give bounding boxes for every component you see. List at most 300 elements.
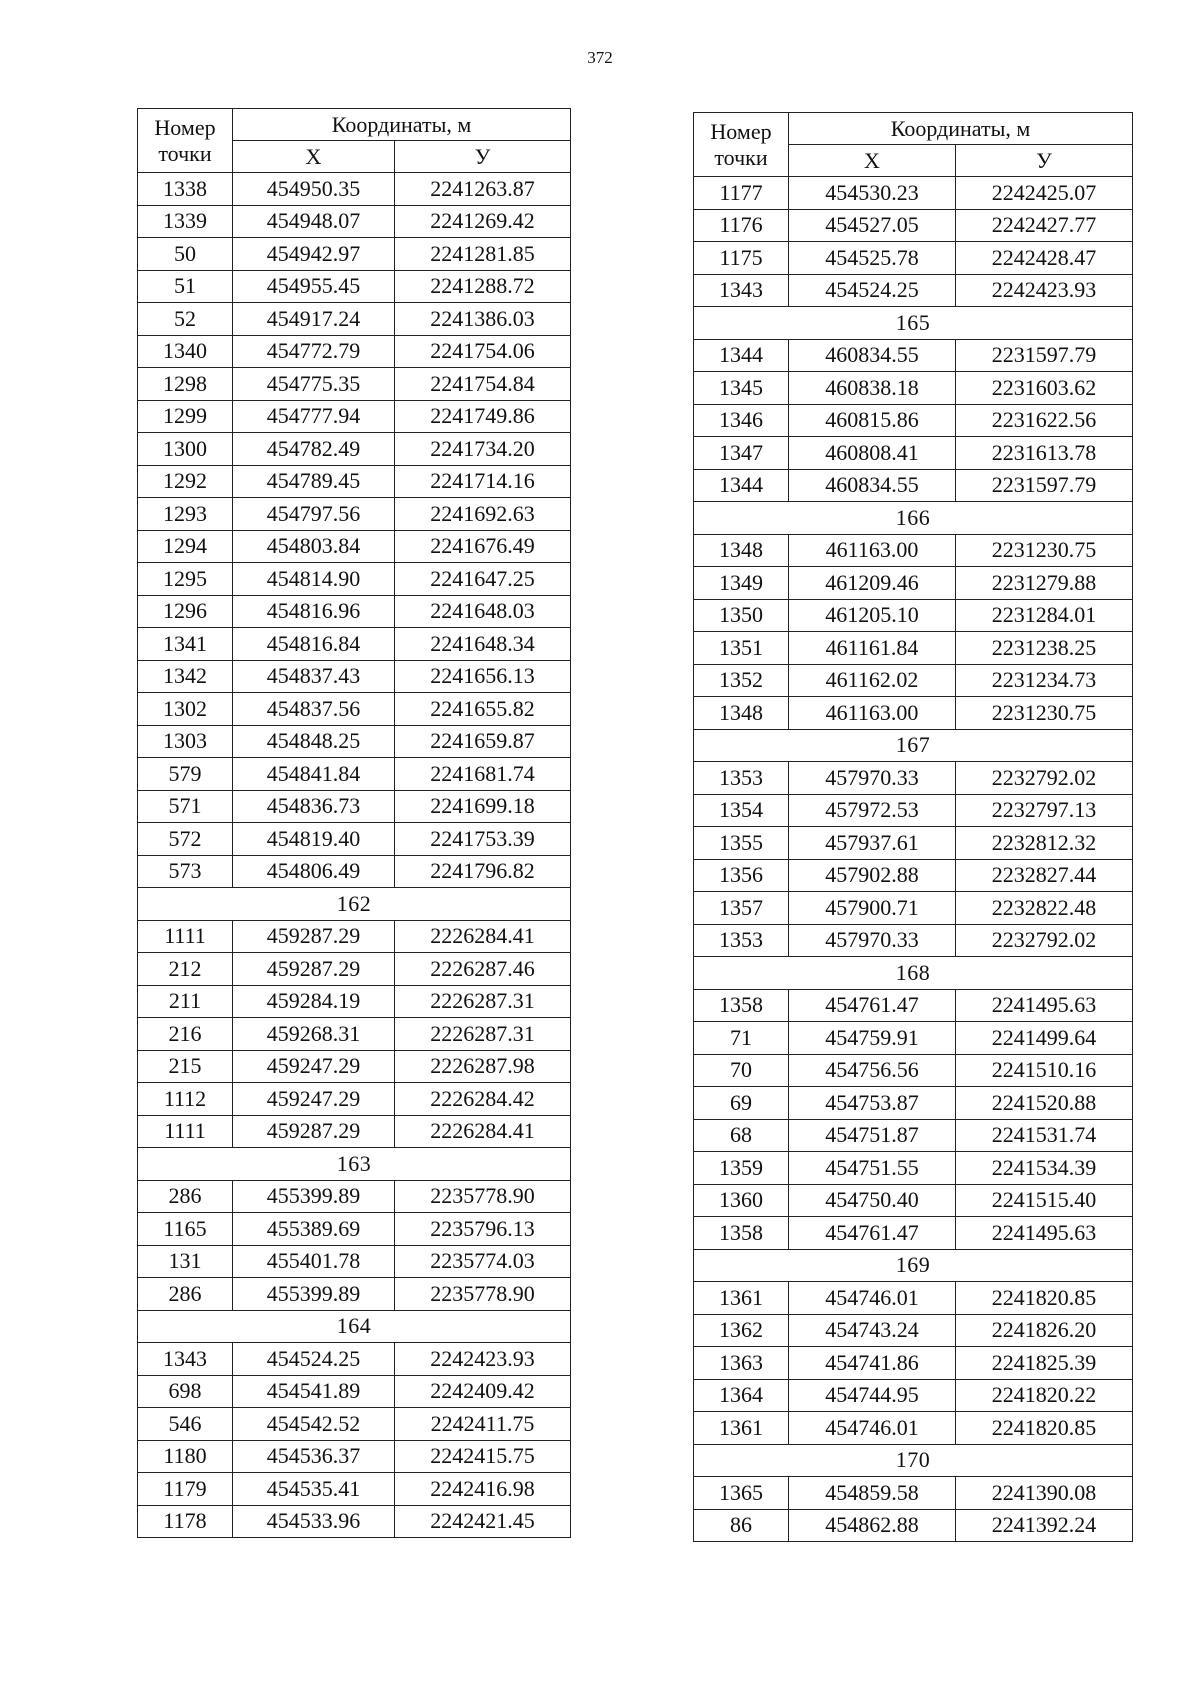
coordinates-table-right xyxy=(693,112,1133,1542)
y-coordinate-cell: 2241495.63 xyxy=(956,1217,1133,1250)
point-number-cell: 1296 xyxy=(138,595,233,628)
x-coordinate-cell: 454541.89 xyxy=(233,1375,395,1408)
x-coordinate-cell: 454533.96 xyxy=(233,1505,395,1538)
point-number-cell: 131 xyxy=(138,1245,233,1278)
y-coordinate-cell: 2241499.64 xyxy=(956,1022,1133,1055)
y-coordinate-cell: 2241656.13 xyxy=(395,660,571,693)
x-coordinate-cell: 454836.73 xyxy=(233,790,395,823)
point-number-cell: 70 xyxy=(694,1054,789,1087)
y-coordinate-cell: 2226287.98 xyxy=(395,1050,571,1083)
point-number-cell: 1342 xyxy=(138,660,233,693)
x-coordinate-cell: 457937.61 xyxy=(789,827,956,860)
x-coordinate-cell: 454750.40 xyxy=(789,1184,956,1217)
y-coordinate-cell: 2241681.74 xyxy=(395,758,571,791)
table-row xyxy=(138,1375,571,1408)
point-number-cell: 1348 xyxy=(694,697,789,730)
y-coordinate-cell: 2231613.78 xyxy=(956,437,1133,470)
table-row xyxy=(138,1213,571,1246)
point-number-cell: 1355 xyxy=(694,827,789,860)
y-coordinate-cell: 2232797.13 xyxy=(956,794,1133,827)
y-coordinate-cell: 2241820.22 xyxy=(956,1379,1133,1412)
x-coordinate-cell: 459284.19 xyxy=(233,985,395,1018)
y-coordinate-cell: 2241796.82 xyxy=(395,855,571,888)
point-number-cell: 1111 xyxy=(138,920,233,953)
point-number-cell: 211 xyxy=(138,985,233,1018)
x-coordinate-cell: 461163.00 xyxy=(789,697,956,730)
y-coordinate-cell: 2232812.32 xyxy=(956,827,1133,860)
x-coordinate-cell: 457902.88 xyxy=(789,859,956,892)
table-row xyxy=(138,660,571,693)
section-number: 168 xyxy=(694,957,1133,990)
table-row xyxy=(138,1505,571,1538)
y-coordinate-cell: 2235778.90 xyxy=(395,1278,571,1311)
table-row xyxy=(138,270,571,303)
section-number: 169 xyxy=(694,1249,1133,1282)
table-row xyxy=(694,794,1133,827)
table-row xyxy=(138,400,571,433)
point-number-cell: 579 xyxy=(138,758,233,791)
x-coordinate-cell: 454751.55 xyxy=(789,1152,956,1185)
x-coordinate-cell: 454741.86 xyxy=(789,1347,956,1380)
table-row xyxy=(138,1050,571,1083)
x-coordinate-cell: 454948.07 xyxy=(233,205,395,238)
y-column-header: У xyxy=(956,145,1133,177)
x-coordinate-cell: 460815.86 xyxy=(789,404,956,437)
table-row xyxy=(694,1022,1133,1055)
table-row xyxy=(138,368,571,401)
x-coordinate-cell: 459268.31 xyxy=(233,1018,395,1051)
table-row xyxy=(694,697,1133,730)
x-coordinate-cell: 461162.02 xyxy=(789,664,956,697)
x-coordinate-cell: 454761.47 xyxy=(789,1217,956,1250)
x-coordinate-cell: 454525.78 xyxy=(789,242,956,275)
y-coordinate-cell: 2242415.75 xyxy=(395,1440,571,1473)
point-number-cell: 1112 xyxy=(138,1083,233,1116)
table-row xyxy=(138,855,571,888)
y-coordinate-cell: 2241754.06 xyxy=(395,335,571,368)
section-row xyxy=(694,729,1133,762)
point-number-cell: 1353 xyxy=(694,762,789,795)
x-coordinate-cell: 454777.94 xyxy=(233,400,395,433)
y-coordinate-cell: 2242409.42 xyxy=(395,1375,571,1408)
table-row xyxy=(138,303,571,336)
x-coordinate-cell: 454527.05 xyxy=(789,209,956,242)
table-row xyxy=(138,1245,571,1278)
point-number-cell: 216 xyxy=(138,1018,233,1051)
x-coordinate-cell: 454761.47 xyxy=(789,989,956,1022)
point-number-header: Номер точки xyxy=(138,109,233,173)
coordinates-header: Координаты, м xyxy=(789,113,1133,145)
section-number: 163 xyxy=(138,1148,571,1181)
y-coordinate-cell: 2226284.42 xyxy=(395,1083,571,1116)
point-number-cell: 698 xyxy=(138,1375,233,1408)
point-number-cell: 572 xyxy=(138,823,233,856)
y-coordinate-cell: 2241753.39 xyxy=(395,823,571,856)
y-coordinate-cell: 2242411.75 xyxy=(395,1408,571,1441)
y-coordinate-cell: 2235796.13 xyxy=(395,1213,571,1246)
table-row xyxy=(694,339,1133,372)
x-coordinate-cell: 461163.00 xyxy=(789,534,956,567)
x-coordinate-cell: 457900.71 xyxy=(789,892,956,925)
point-number-cell: 573 xyxy=(138,855,233,888)
x-coordinate-cell: 461205.10 xyxy=(789,599,956,632)
y-coordinate-cell: 2241390.08 xyxy=(956,1477,1133,1510)
y-coordinate-cell: 2241820.85 xyxy=(956,1412,1133,1445)
point-number-cell: 1365 xyxy=(694,1477,789,1510)
point-number-cell: 286 xyxy=(138,1180,233,1213)
point-number-cell: 1343 xyxy=(694,274,789,307)
point-number-cell: 1293 xyxy=(138,498,233,531)
y-coordinate-cell: 2241714.16 xyxy=(395,465,571,498)
table-row xyxy=(694,1347,1133,1380)
y-coordinate-cell: 2241655.82 xyxy=(395,693,571,726)
table-row xyxy=(138,1278,571,1311)
y-coordinate-cell: 2235774.03 xyxy=(395,1245,571,1278)
y-coordinate-cell: 2231279.88 xyxy=(956,567,1133,600)
point-number-cell: 212 xyxy=(138,953,233,986)
point-number-cell: 1354 xyxy=(694,794,789,827)
table-row xyxy=(138,920,571,953)
x-coordinate-cell: 454955.45 xyxy=(233,270,395,303)
y-coordinate-cell: 2231284.01 xyxy=(956,599,1133,632)
x-column-header: X xyxy=(233,141,395,173)
table-row xyxy=(694,1184,1133,1217)
x-coordinate-cell: 454782.49 xyxy=(233,433,395,466)
x-coordinate-cell: 460808.41 xyxy=(789,437,956,470)
y-coordinate-cell: 2241495.63 xyxy=(956,989,1133,1022)
point-number-cell: 1361 xyxy=(694,1412,789,1445)
y-coordinate-cell: 2241510.16 xyxy=(956,1054,1133,1087)
y-coordinate-cell: 2241520.88 xyxy=(956,1087,1133,1120)
point-number-cell: 1341 xyxy=(138,628,233,661)
coordinates-table-left xyxy=(137,108,571,1538)
y-coordinate-cell: 2231234.73 xyxy=(956,664,1133,697)
y-coordinate-cell: 2241647.25 xyxy=(395,563,571,596)
x-coordinate-cell: 459247.29 xyxy=(233,1050,395,1083)
x-coordinate-cell: 454744.95 xyxy=(789,1379,956,1412)
y-coordinate-cell: 2241288.72 xyxy=(395,270,571,303)
table-row xyxy=(694,1477,1133,1510)
x-coordinate-cell: 457970.33 xyxy=(789,762,956,795)
section-row xyxy=(138,1148,571,1181)
point-number-cell: 1343 xyxy=(138,1343,233,1376)
y-coordinate-cell: 2231597.79 xyxy=(956,339,1133,372)
x-coordinate-cell: 454751.87 xyxy=(789,1119,956,1152)
point-number-cell: 1357 xyxy=(694,892,789,925)
point-number-cell: 1303 xyxy=(138,725,233,758)
section-number: 165 xyxy=(694,307,1133,340)
x-coordinate-cell: 454862.88 xyxy=(789,1509,956,1542)
point-number-cell: 50 xyxy=(138,238,233,271)
table-row xyxy=(694,859,1133,892)
x-coordinate-cell: 454814.90 xyxy=(233,563,395,596)
y-coordinate-cell: 2226287.31 xyxy=(395,1018,571,1051)
coordinates-header: Координаты, м xyxy=(233,109,571,141)
section-row xyxy=(694,502,1133,535)
y-coordinate-cell: 2241531.74 xyxy=(956,1119,1133,1152)
table-row xyxy=(694,437,1133,470)
table-row xyxy=(694,274,1133,307)
table-row xyxy=(694,177,1133,210)
y-coordinate-cell: 2241734.20 xyxy=(395,433,571,466)
point-number-cell: 286 xyxy=(138,1278,233,1311)
table-row xyxy=(694,1412,1133,1445)
table-row xyxy=(138,1083,571,1116)
x-coordinate-cell: 454756.56 xyxy=(789,1054,956,1087)
y-coordinate-cell: 2241392.24 xyxy=(956,1509,1133,1542)
y-coordinate-cell: 2226284.41 xyxy=(395,1115,571,1148)
point-number-cell: 1165 xyxy=(138,1213,233,1246)
table-row xyxy=(138,1115,571,1148)
table-row xyxy=(138,693,571,726)
table-row xyxy=(694,209,1133,242)
y-coordinate-cell: 2241515.40 xyxy=(956,1184,1133,1217)
y-coordinate-cell: 2241749.86 xyxy=(395,400,571,433)
table-row xyxy=(138,1018,571,1051)
table-row xyxy=(138,173,571,206)
point-number-cell: 571 xyxy=(138,790,233,823)
x-coordinate-cell: 454859.58 xyxy=(789,1477,956,1510)
table-row xyxy=(138,790,571,823)
point-number-cell: 1344 xyxy=(694,339,789,372)
y-coordinate-cell: 2241754.84 xyxy=(395,368,571,401)
x-coordinate-cell: 454535.41 xyxy=(233,1473,395,1506)
table-row xyxy=(138,1343,571,1376)
x-coordinate-cell: 454950.35 xyxy=(233,173,395,206)
y-coordinate-cell: 2231622.56 xyxy=(956,404,1133,437)
y-coordinate-cell: 2242423.93 xyxy=(956,274,1133,307)
x-coordinate-cell: 460834.55 xyxy=(789,339,956,372)
table-row xyxy=(694,534,1133,567)
table-row xyxy=(694,567,1133,600)
y-coordinate-cell: 2241825.39 xyxy=(956,1347,1133,1380)
y-coordinate-cell: 2242428.47 xyxy=(956,242,1133,275)
y-coordinate-cell: 2231603.62 xyxy=(956,372,1133,405)
coordinates-table-right-body xyxy=(694,177,1133,1542)
y-coordinate-cell: 2241676.49 xyxy=(395,530,571,563)
y-coordinate-cell: 2242425.07 xyxy=(956,177,1133,210)
y-coordinate-cell: 2241826.20 xyxy=(956,1314,1133,1347)
table-row xyxy=(138,433,571,466)
x-coordinate-cell: 454819.40 xyxy=(233,823,395,856)
table-row xyxy=(694,827,1133,860)
table-row xyxy=(694,632,1133,665)
table-row xyxy=(138,238,571,271)
x-coordinate-cell: 454753.87 xyxy=(789,1087,956,1120)
point-number-cell: 1298 xyxy=(138,368,233,401)
x-coordinate-cell: 460838.18 xyxy=(789,372,956,405)
x-coordinate-cell: 459247.29 xyxy=(233,1083,395,1116)
point-number-cell: 1348 xyxy=(694,534,789,567)
table-row xyxy=(138,498,571,531)
table-row xyxy=(138,595,571,628)
x-coordinate-cell: 460834.55 xyxy=(789,469,956,502)
x-coordinate-cell: 455389.69 xyxy=(233,1213,395,1246)
y-coordinate-cell: 2226287.46 xyxy=(395,953,571,986)
point-number-cell: 1362 xyxy=(694,1314,789,1347)
point-number-cell: 1299 xyxy=(138,400,233,433)
x-coordinate-cell: 461209.46 xyxy=(789,567,956,600)
point-number-header: Номер точки xyxy=(694,113,789,177)
section-row xyxy=(138,1310,571,1343)
section-number: 164 xyxy=(138,1310,571,1343)
y-coordinate-cell: 2242416.98 xyxy=(395,1473,571,1506)
x-coordinate-cell: 454837.56 xyxy=(233,693,395,726)
y-coordinate-cell: 2231597.79 xyxy=(956,469,1133,502)
section-number: 162 xyxy=(138,888,571,921)
y-coordinate-cell: 2226287.31 xyxy=(395,985,571,1018)
y-coordinate-cell: 2232822.48 xyxy=(956,892,1133,925)
table-row xyxy=(138,205,571,238)
point-number-cell: 1349 xyxy=(694,567,789,600)
point-number-cell: 69 xyxy=(694,1087,789,1120)
point-number-cell: 1347 xyxy=(694,437,789,470)
table-row xyxy=(694,1217,1133,1250)
table-row xyxy=(138,1473,571,1506)
table-row xyxy=(694,1087,1133,1120)
point-number-cell: 1345 xyxy=(694,372,789,405)
table-row xyxy=(138,335,571,368)
y-coordinate-cell: 2241263.87 xyxy=(395,173,571,206)
x-coordinate-cell: 459287.29 xyxy=(233,1115,395,1148)
table-row xyxy=(138,465,571,498)
section-row xyxy=(694,307,1133,340)
x-coordinate-cell: 455399.89 xyxy=(233,1180,395,1213)
x-coordinate-cell: 454816.84 xyxy=(233,628,395,661)
table-row xyxy=(138,628,571,661)
point-number-cell: 1176 xyxy=(694,209,789,242)
x-column-header: X xyxy=(789,145,956,177)
section-row xyxy=(694,1249,1133,1282)
point-number-cell: 1352 xyxy=(694,664,789,697)
x-coordinate-cell: 459287.29 xyxy=(233,920,395,953)
point-number-cell: 1177 xyxy=(694,177,789,210)
table-row xyxy=(138,1180,571,1213)
y-coordinate-cell: 2241692.63 xyxy=(395,498,571,531)
x-coordinate-cell: 454803.84 xyxy=(233,530,395,563)
table-row xyxy=(694,1509,1133,1542)
point-number-cell: 1338 xyxy=(138,173,233,206)
point-number-cell: 1300 xyxy=(138,433,233,466)
point-number-cell: 71 xyxy=(694,1022,789,1055)
x-coordinate-cell: 454524.25 xyxy=(233,1343,395,1376)
x-coordinate-cell: 454772.79 xyxy=(233,335,395,368)
table-row xyxy=(694,599,1133,632)
y-coordinate-cell: 2241534.39 xyxy=(956,1152,1133,1185)
y-coordinate-cell: 2242423.93 xyxy=(395,1343,571,1376)
point-number-cell: 1363 xyxy=(694,1347,789,1380)
point-number-cell: 1180 xyxy=(138,1440,233,1473)
x-coordinate-cell: 454524.25 xyxy=(789,274,956,307)
point-number-cell: 1353 xyxy=(694,924,789,957)
x-coordinate-cell: 459287.29 xyxy=(233,953,395,986)
y-coordinate-cell: 2226284.41 xyxy=(395,920,571,953)
x-coordinate-cell: 454746.01 xyxy=(789,1412,956,1445)
x-coordinate-cell: 454841.84 xyxy=(233,758,395,791)
point-number-cell: 1350 xyxy=(694,599,789,632)
table-row xyxy=(694,242,1133,275)
table-row xyxy=(138,985,571,1018)
table-row xyxy=(694,1379,1133,1412)
table-row xyxy=(694,404,1133,437)
y-coordinate-cell: 2232827.44 xyxy=(956,859,1133,892)
table-row xyxy=(138,758,571,791)
point-number-cell: 1179 xyxy=(138,1473,233,1506)
table-row xyxy=(694,664,1133,697)
point-number-cell: 1351 xyxy=(694,632,789,665)
section-number: 166 xyxy=(694,502,1133,535)
table-row xyxy=(694,1054,1133,1087)
x-coordinate-cell: 454797.56 xyxy=(233,498,395,531)
y-coordinate-cell: 2241281.85 xyxy=(395,238,571,271)
x-coordinate-cell: 455399.89 xyxy=(233,1278,395,1311)
point-number-cell: 51 xyxy=(138,270,233,303)
table-row xyxy=(138,563,571,596)
point-number-cell: 1294 xyxy=(138,530,233,563)
x-coordinate-cell: 454789.45 xyxy=(233,465,395,498)
x-coordinate-cell: 454775.35 xyxy=(233,368,395,401)
point-number-cell: 1292 xyxy=(138,465,233,498)
coordinates-table-left-body xyxy=(138,173,571,1538)
x-coordinate-cell: 454806.49 xyxy=(233,855,395,888)
x-coordinate-cell: 455401.78 xyxy=(233,1245,395,1278)
point-number-cell: 1358 xyxy=(694,1217,789,1250)
table-row xyxy=(694,892,1133,925)
x-coordinate-cell: 454530.23 xyxy=(789,177,956,210)
table-row xyxy=(138,1408,571,1441)
x-coordinate-cell: 454536.37 xyxy=(233,1440,395,1473)
x-coordinate-cell: 454743.24 xyxy=(789,1314,956,1347)
table-row xyxy=(138,823,571,856)
table-row xyxy=(694,1282,1133,1315)
point-number-cell: 1339 xyxy=(138,205,233,238)
x-coordinate-cell: 454746.01 xyxy=(789,1282,956,1315)
x-coordinate-cell: 454816.96 xyxy=(233,595,395,628)
table-row xyxy=(138,530,571,563)
x-coordinate-cell: 454837.43 xyxy=(233,660,395,693)
x-coordinate-cell: 454942.97 xyxy=(233,238,395,271)
point-number-cell: 1344 xyxy=(694,469,789,502)
section-number: 167 xyxy=(694,729,1133,762)
y-coordinate-cell: 2232792.02 xyxy=(956,924,1133,957)
point-number-cell: 1358 xyxy=(694,989,789,1022)
section-row xyxy=(138,888,571,921)
x-coordinate-cell: 454542.52 xyxy=(233,1408,395,1441)
table-row xyxy=(694,372,1133,405)
section-row xyxy=(694,1444,1133,1477)
y-coordinate-cell: 2235778.90 xyxy=(395,1180,571,1213)
y-coordinate-cell: 2241269.42 xyxy=(395,205,571,238)
x-coordinate-cell: 454759.91 xyxy=(789,1022,956,1055)
x-coordinate-cell: 457972.53 xyxy=(789,794,956,827)
point-number-cell: 1175 xyxy=(694,242,789,275)
point-number-cell: 1340 xyxy=(138,335,233,368)
table-row xyxy=(694,469,1133,502)
y-coordinate-cell: 2231238.25 xyxy=(956,632,1133,665)
point-number-cell: 52 xyxy=(138,303,233,336)
point-number-cell: 1364 xyxy=(694,1379,789,1412)
y-coordinate-cell: 2231230.75 xyxy=(956,697,1133,730)
table-row xyxy=(694,1314,1133,1347)
x-coordinate-cell: 454848.25 xyxy=(233,725,395,758)
y-coordinate-cell: 2242427.77 xyxy=(956,209,1133,242)
table-row xyxy=(694,924,1133,957)
point-number-cell: 1356 xyxy=(694,859,789,892)
section-number: 170 xyxy=(694,1444,1133,1477)
page-number: 372 xyxy=(587,48,613,67)
y-coordinate-cell: 2231230.75 xyxy=(956,534,1133,567)
y-coordinate-cell: 2232792.02 xyxy=(956,762,1133,795)
